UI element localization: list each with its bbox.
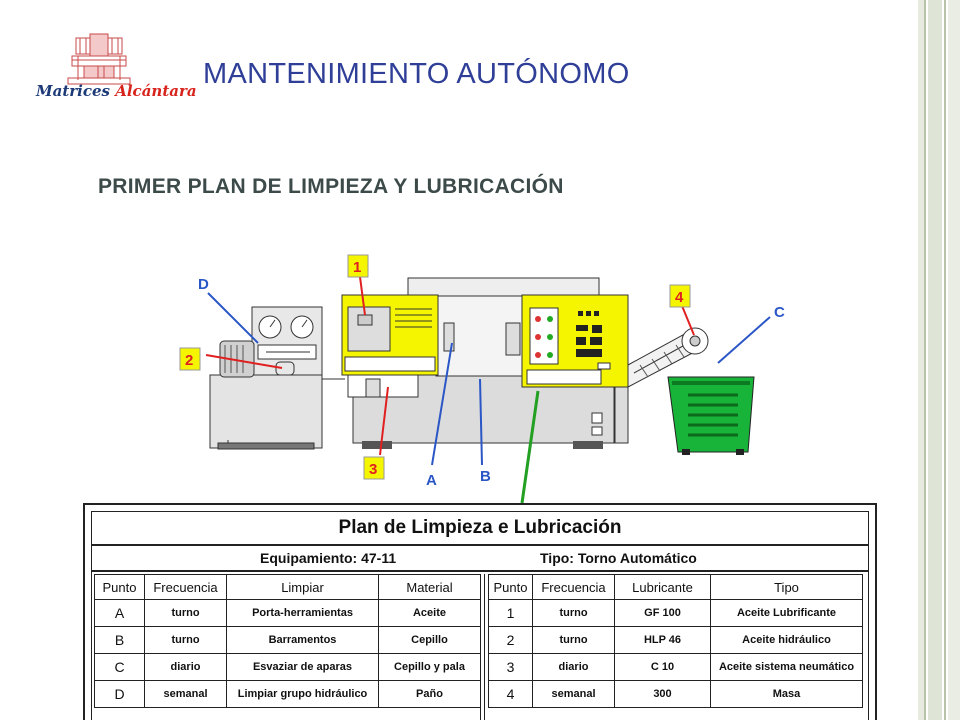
table-cell: Barramentos <box>227 627 379 654</box>
table-row <box>489 627 863 654</box>
table-cell: D <box>95 681 145 708</box>
table-cell: diario <box>145 654 227 681</box>
table-cell: Cepillo <box>379 627 481 654</box>
table-row <box>489 681 863 708</box>
slide-side-border <box>918 0 960 720</box>
table-row <box>95 600 481 627</box>
cleaning-lubrication-plan <box>83 503 877 720</box>
table-cell: Porta-herramientas <box>227 600 379 627</box>
table-row <box>95 681 481 708</box>
table-row <box>489 600 863 627</box>
table-cell: turno <box>145 600 227 627</box>
table-cell: Aceite Lubrificante <box>711 600 863 627</box>
table-row <box>95 627 481 654</box>
equipment-id: Equipamiento: 47-11 <box>260 550 397 566</box>
col-header: Tipo <box>711 575 863 600</box>
lubrication-table <box>488 574 863 708</box>
table-cell: semanal <box>533 681 615 708</box>
table-header-row <box>489 575 863 600</box>
table-row <box>95 654 481 681</box>
section-subtitle: PRIMER PLAN DE LIMPIEZA Y LUBRICACIÓN <box>98 175 564 198</box>
col-header: Lubricante <box>615 575 711 600</box>
table-cell: 2 <box>489 627 533 654</box>
table-cell: Aceite hidráulico <box>711 627 863 654</box>
table-header-row <box>95 575 481 600</box>
label-d: D <box>198 276 209 293</box>
lubrication-unit <box>348 375 418 397</box>
table-cell: 3 <box>489 654 533 681</box>
table-cell: C <box>95 654 145 681</box>
col-header: Punto <box>489 575 533 600</box>
table-cell: C 10 <box>615 654 711 681</box>
company-logo <box>28 30 198 110</box>
table-cell: HLP 46 <box>615 627 711 654</box>
label-1: 1 <box>353 259 362 276</box>
table-cell: Paño <box>379 681 481 708</box>
col-header: Punto <box>95 575 145 600</box>
table-cell: Aceite <box>379 600 481 627</box>
label-4: 4 <box>675 289 684 306</box>
table-cell: turno <box>533 600 615 627</box>
lathe-diagram <box>170 245 810 505</box>
label-a: A <box>426 472 437 489</box>
label-2: 2 <box>185 352 194 369</box>
table-cell: turno <box>145 627 227 654</box>
page-title: MANTENIMIENTO AUTÓNOMO <box>203 58 630 90</box>
plan-title: Plan de Limpieza e Lubricación <box>92 512 868 546</box>
label-3: 3 <box>369 461 378 478</box>
logo-word-2: Alcántara <box>115 82 197 100</box>
label-c: C <box>774 304 785 321</box>
logo-wordmark <box>36 82 197 100</box>
table-cell: semanal <box>145 681 227 708</box>
table-cell: Aceite sistema neumático <box>711 654 863 681</box>
col-header: Limpiar <box>227 575 379 600</box>
table-cell: 1 <box>489 600 533 627</box>
table-cell: Esvaziar de aparas <box>227 654 379 681</box>
machine-type: Tipo: Torno Automático <box>540 550 697 566</box>
table-cell: B <box>95 627 145 654</box>
col-header: Material <box>379 575 481 600</box>
oil-filler-cap <box>276 362 294 375</box>
logo-word-1: Matrices <box>36 82 110 100</box>
table-cell: diario <box>533 654 615 681</box>
table-cell: GF 100 <box>615 600 711 627</box>
col-header: Frecuencia <box>145 575 227 600</box>
table-cell: turno <box>533 627 615 654</box>
table-row <box>489 654 863 681</box>
table-cell: Cepillo y pala <box>379 654 481 681</box>
col-header: Frecuencia <box>533 575 615 600</box>
table-cell: 300 <box>615 681 711 708</box>
hydraulic-tank <box>210 375 322 448</box>
table-cell: 4 <box>489 681 533 708</box>
table-cell: Limpiar grupo hidráulico <box>227 681 379 708</box>
table-cell: A <box>95 600 145 627</box>
plan-equipment-row <box>92 546 868 572</box>
cleaning-table <box>94 574 481 708</box>
table-cell: Masa <box>711 681 863 708</box>
table-separator <box>480 574 485 720</box>
label-b: B <box>480 468 491 485</box>
